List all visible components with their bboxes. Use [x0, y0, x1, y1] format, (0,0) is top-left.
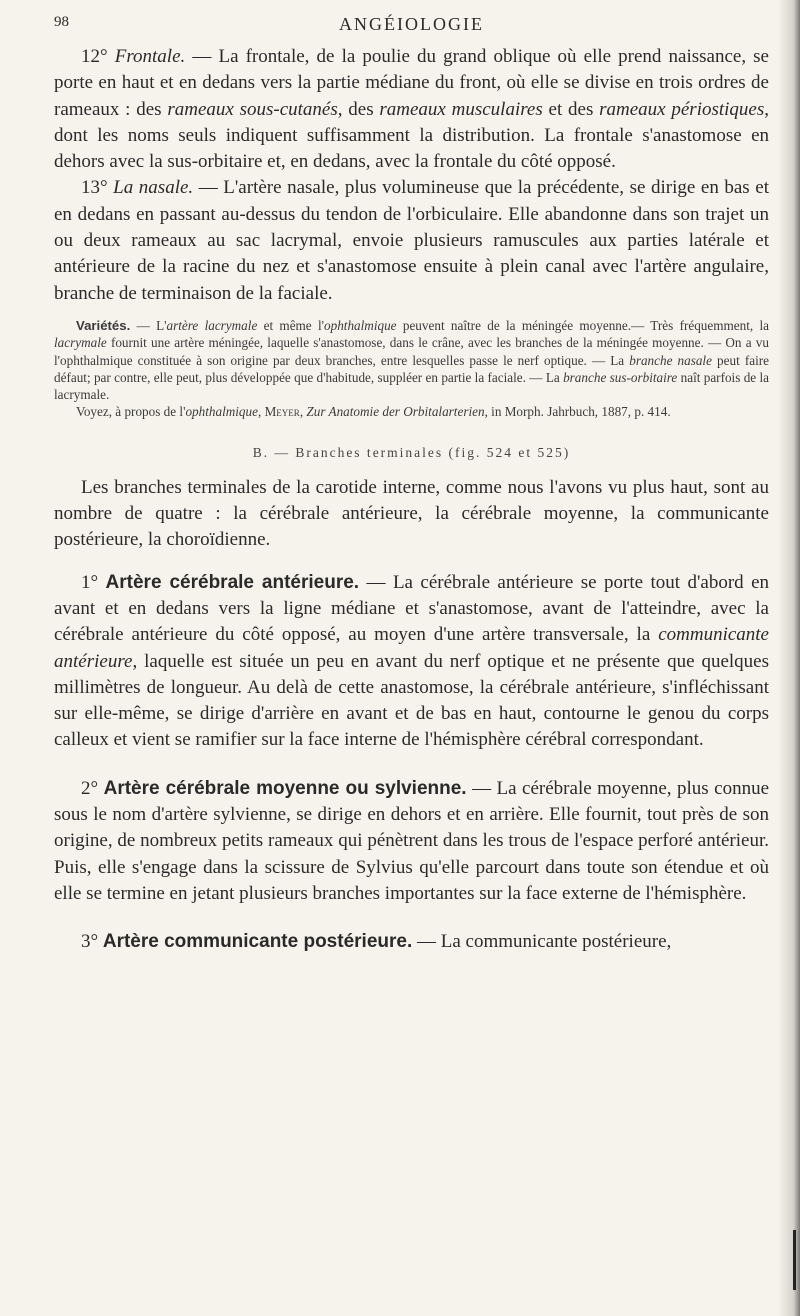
note-reference: Voyez, à propos de l'ophthalmique, Meyer, Zur Anatomie der Orbitalarterien, in Morph. Jahrbuch, 1887, p. 414.	[76, 404, 671, 420]
paragraph-nasale: 13° La nasale. — L'artère nasale, plus volumineuse que la précédente, se dirige en bas et en dedans en passant au-dessus du tendon de l'orbiculaire. Elle abandonne dans son trajet un ou deux rameaux au sac lacrymal, envoie plusieurs ramuscules aux parties latérale et antérieure de la racine du nez et s'anastomose ensuite à plein canal avec l'artère angulaire, branche de terminaison de la faciale.	[54, 177, 769, 304]
paragraph-cerebrale-anterieure: 1° Artère cérébrale antérieure. — La cérébrale antérieure se porte tout d'abord en avant et en dedans vers la ligne médiane et s'anastomose, avant de l'atteindre, avec la cérébrale antérieure du côté opposé, au moyen d'une artère transversale, la communicante antérieure, laquelle est située un peu en avant du nerf optique et ne présente que quelques millimètres de longueur. Au delà de cette anastomose, la cérébrale antérieure, s'infléchissant sur elle-même, se dirige d'arrière en avant et de bas en haut, contourne le genou du corps calleux et vient se ramifier sur la face interne de l'hémisphère cérébral correspondant.	[54, 571, 770, 751]
note-varietes: Variétés. — L'artère lacrymale et même l'ophthalmique peuvent naître de la méningée moyenne.— Très fréquemment, la lacrymale fournit une artère méningée, laquelle s'anastomose, dans le crâne, avec les branches de la méningée moyenne. — On a vu l'ophthalmique constituée à son origine par deux branches, entre lesquelles passe le nerf optique. — La branche nasale peut faire défaut; par contre, elle peut, plus développée que d'habitude, suppléer en partie la faciale. — La branche sus-orbitaire naît parfois de la lacrymale.	[54, 317, 769, 403]
paragraph-cerebrale-moyenne: 2° Artère cérébrale moyenne ou sylvienne. — La cérébrale moyenne, plus connue sous le nom d'artère sylvienne, se dirige en dehors et en arrière. Elle fournit, tout près de son origine, de nombreux petits rameaux qui pénètrent dans les trous de l'espace perforé antérieur. Puis, elle s'engage dans la scissure de Sylvius qu'elle parcourt dans toute son étendue et où elle se termine en jetant plusieurs branches importantes sur la face externe de l'hémisphère.	[54, 777, 770, 904]
item-number: 3°	[81, 931, 99, 953]
item-title: Artère cérébrale moyenne ou sylvienne.	[103, 777, 467, 799]
item-title: Artère cérébrale antérieure.	[105, 571, 360, 593]
page-header	[54, 10, 769, 44]
item-number: 2°	[81, 777, 99, 799]
page-edge-mark	[793, 1230, 796, 1290]
item-number: 12°	[81, 46, 108, 67]
item-number: 1°	[81, 571, 99, 593]
paragraph-frontale: 12° Frontale. — La frontale, de la poulie du grand oblique où elle prend naissance, se porte en haut et en dedans vers la partie médiane du front, où elle se divise en trois ordres de rameaux : des rameaux sous-cutanés, des rameaux musculaires et des rameaux périostiques, dont les noms seuls indiquent suffisamment la distribution. La frontale s'anastomose en dehors avec la sus-orbitaire et, en dedans, avec la frontale du côté opposé.	[54, 46, 769, 173]
item-title: La nasale.	[113, 177, 194, 199]
note-label: Variétés.	[76, 317, 131, 333]
running-title: ANGÉIOLOGIE	[339, 14, 484, 34]
author-name: Meyer	[264, 404, 300, 420]
item-title: Artère communicante postérieure.	[102, 931, 413, 953]
paragraph-communicante-posterieure: 3° Artère communicante postérieure. — La communicante postérieure,	[81, 931, 672, 953]
item-number: 13°	[81, 177, 108, 199]
page-number: 98	[54, 14, 69, 30]
book-page	[54, 10, 769, 956]
paragraph-terminales: Les branches terminales de la carotide interne, comme nous l'avons vu plus haut, sont au nombre de quatre : la cérébrale antérieure, la cérébrale moyenne, la communicante postérieure, la choroïdienne.	[54, 476, 769, 551]
item-title: Frontale.	[114, 46, 186, 67]
page-edge-shadow	[778, 0, 800, 1316]
section-heading: B. — Branches terminales (fig. 524 et 525)	[252, 444, 571, 460]
